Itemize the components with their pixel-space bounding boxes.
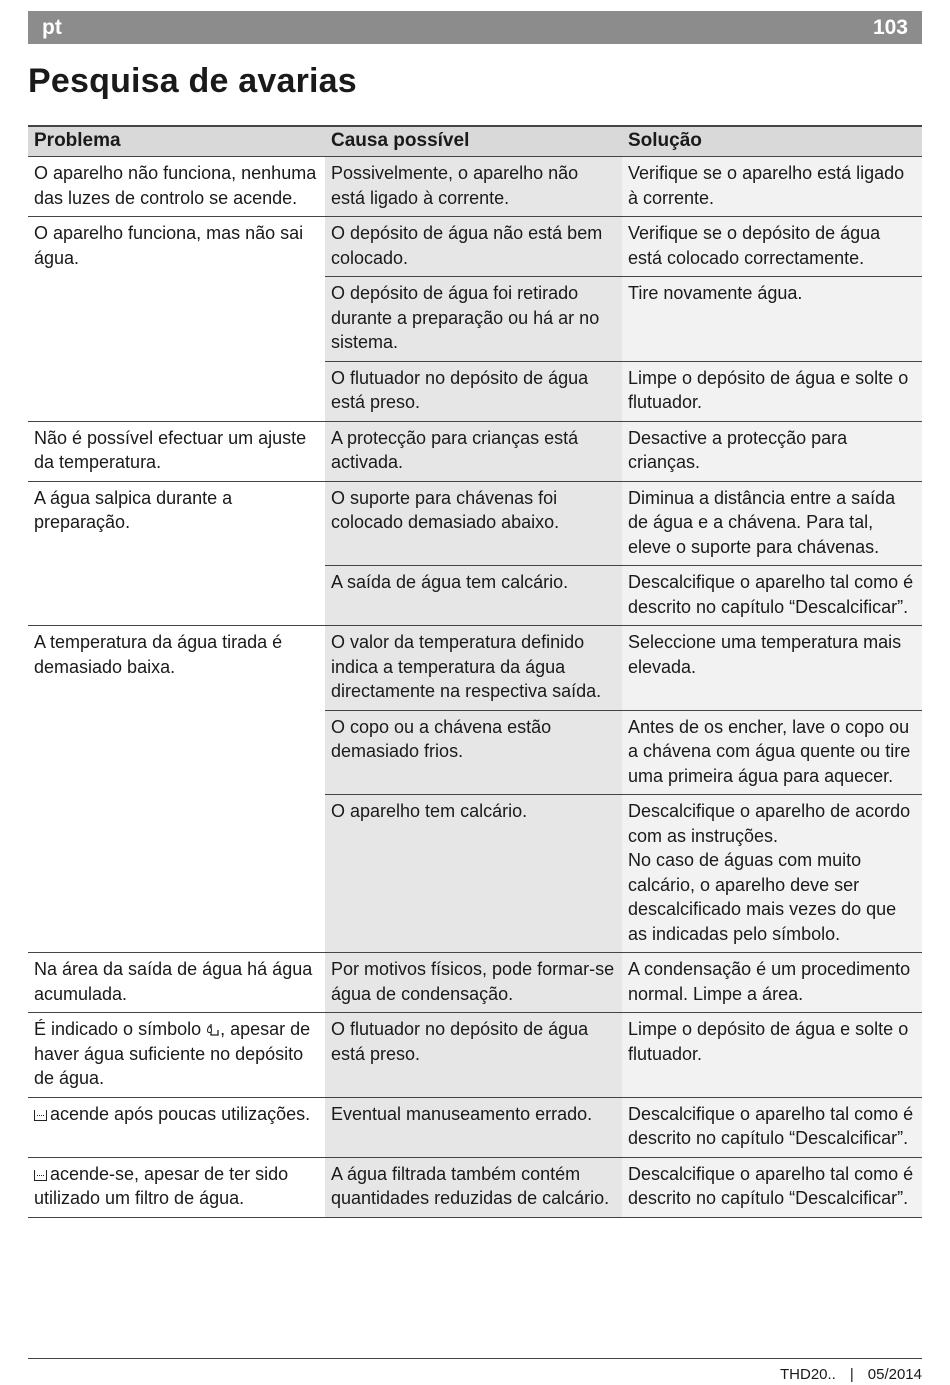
page-title: Pesquisa de avarias: [28, 62, 357, 100]
troubleshooting-table: [28, 125, 922, 1218]
problem-cell: Não é possível efectuar um ajuste da temperatura.: [34, 427, 307, 472]
solution-cell: Descalcifique o aparelho tal como é descrito no capítulo “Descalcificar”.: [622, 1158, 922, 1217]
solution-cell: Verifique se o aparelho está ligado à corrente.: [622, 157, 922, 216]
solution-cell: Antes de os encher, lave o copo ou a chávena com água quente ou tire uma primeira água para aquecer.: [622, 711, 922, 795]
table-row: [325, 1098, 922, 1157]
cause-cell: O copo ou a chávena estão demasiado frios.: [325, 711, 622, 795]
column-header-solution: Solução: [628, 130, 702, 151]
problem-text-after: acende-se, apesar de ter sido utilizado um filtro de água.: [34, 1163, 289, 1208]
problem-cell: [28, 1158, 325, 1217]
solution-cell: Limpe o depósito de água e solte o flutuador.: [622, 1013, 922, 1097]
cause-cell: Por motivos físicos, pode formar-se água de condensação.: [325, 953, 622, 1012]
table-group: [28, 953, 922, 1013]
cause-cell: O valor da temperatura definido indica a temperatura da água directamente na respectiva saída.: [325, 626, 622, 710]
solution-cell: A condensação é um procedimento normal. Limpe a área.: [622, 953, 922, 1012]
water-tank-icon: [206, 1019, 220, 1039]
table-row: [325, 217, 922, 276]
solution-cell: Limpe o depósito de água e solte o flutuador.: [622, 362, 922, 421]
table-group: [28, 1158, 922, 1218]
problem-text-before: É indicado o símbolo: [34, 1019, 202, 1039]
language-code: pt: [42, 16, 62, 39]
table-row: [325, 482, 922, 566]
footer-separator: |: [849, 1366, 854, 1383]
problem-cell: [28, 1098, 325, 1157]
table-row: [325, 953, 922, 1012]
table-row: [325, 626, 922, 710]
problem-cell: A água salpica durante a preparação.: [34, 487, 233, 532]
table-row: [325, 276, 922, 361]
table-row: [325, 710, 922, 795]
cause-cell: O depósito de água foi retirado durante a preparação ou há ar no sistema.: [325, 277, 622, 361]
cause-cell: O aparelho tem calcário.: [325, 795, 622, 952]
table-group: [28, 422, 922, 482]
page-footer: [780, 1366, 922, 1383]
table-row: [325, 794, 922, 952]
table-row: [325, 565, 922, 625]
cause-cell: Eventual manuseamento errado.: [325, 1098, 622, 1157]
table-row: [325, 361, 922, 421]
table-group: [28, 217, 922, 422]
cause-cell: O suporte para chávenas foi colocado demasiado abaixo.: [325, 482, 622, 566]
problem-text-after: acende após poucas utilizações.: [50, 1103, 311, 1124]
solution-cell: Desactive a protecção para crianças.: [622, 422, 922, 481]
solution-cell: Verifique se o depósito de água está colocado correctamente.: [622, 217, 922, 276]
cause-cell: O flutuador no depósito de água está preso.: [325, 1013, 622, 1097]
model-code: THD20..: [780, 1366, 836, 1383]
cause-cell: O flutuador no depósito de água está preso.: [325, 362, 622, 421]
cause-cell: A protecção para crianças está activada.: [325, 422, 622, 481]
page-number: 103: [872, 16, 908, 39]
table-group: [28, 482, 922, 627]
solution-cell: Descalcifique o aparelho tal como é descrito no capítulo “Descalcificar”.: [622, 1098, 922, 1157]
solution-cell: Seleccione uma temperatura mais elevada.: [622, 626, 922, 710]
cause-cell: A água filtrada também contém quantidades reduzidas de calcário.: [325, 1158, 622, 1217]
column-header-cause: Causa possível: [331, 130, 470, 151]
page-header-bar: [28, 11, 922, 44]
problem-cell: O aparelho funciona, mas não sai água.: [34, 223, 304, 268]
table-group: [28, 1098, 922, 1158]
table-row: [325, 1013, 922, 1097]
publication-date: 05/2014: [867, 1366, 922, 1383]
column-header-problem: Problema: [34, 130, 121, 151]
problem-cell: O aparelho não funciona, nenhuma das luzes de controlo se acende.: [34, 163, 317, 208]
solution-cell: Descalcifique o aparelho de acordo com as instruções. No caso de águas com muito calcário, o aparelho deve ser descalcificado mais vezes do que as indicadas pelo símbolo.: [622, 795, 922, 952]
problem-cell: [28, 1013, 325, 1097]
footer-divider: [28, 1358, 922, 1359]
solution-cell: Descalcifique o aparelho tal como é descrito no capítulo “Descalcificar”.: [622, 566, 922, 625]
descale-icon: [34, 1170, 47, 1181]
solution-cell: Diminua a distância entre a saída de água e a chávena. Para tal, eleve o suporte para chávenas.: [622, 482, 922, 566]
cause-cell: A saída de água tem calcário.: [325, 566, 622, 625]
table-header: [28, 127, 922, 157]
table-group: [28, 626, 922, 953]
problem-cell: A temperatura da água tirada é demasiado baixa.: [34, 632, 283, 677]
table-row: [325, 1158, 922, 1217]
table-group: [28, 1013, 922, 1098]
solution-cell: Tire novamente água.: [622, 277, 922, 361]
problem-text-after: , apesar de haver água suficiente no depósito de água.: [34, 1019, 311, 1088]
descale-icon: [34, 1110, 47, 1121]
table-row: [325, 157, 922, 216]
cause-cell: O depósito de água não está bem colocado.: [325, 217, 622, 276]
cause-cell: Possivelmente, o aparelho não está ligado à corrente.: [325, 157, 622, 216]
table-group: [28, 157, 922, 217]
table-row: [325, 422, 922, 481]
problem-cell: Na área da saída de água há água acumulada.: [34, 959, 313, 1004]
